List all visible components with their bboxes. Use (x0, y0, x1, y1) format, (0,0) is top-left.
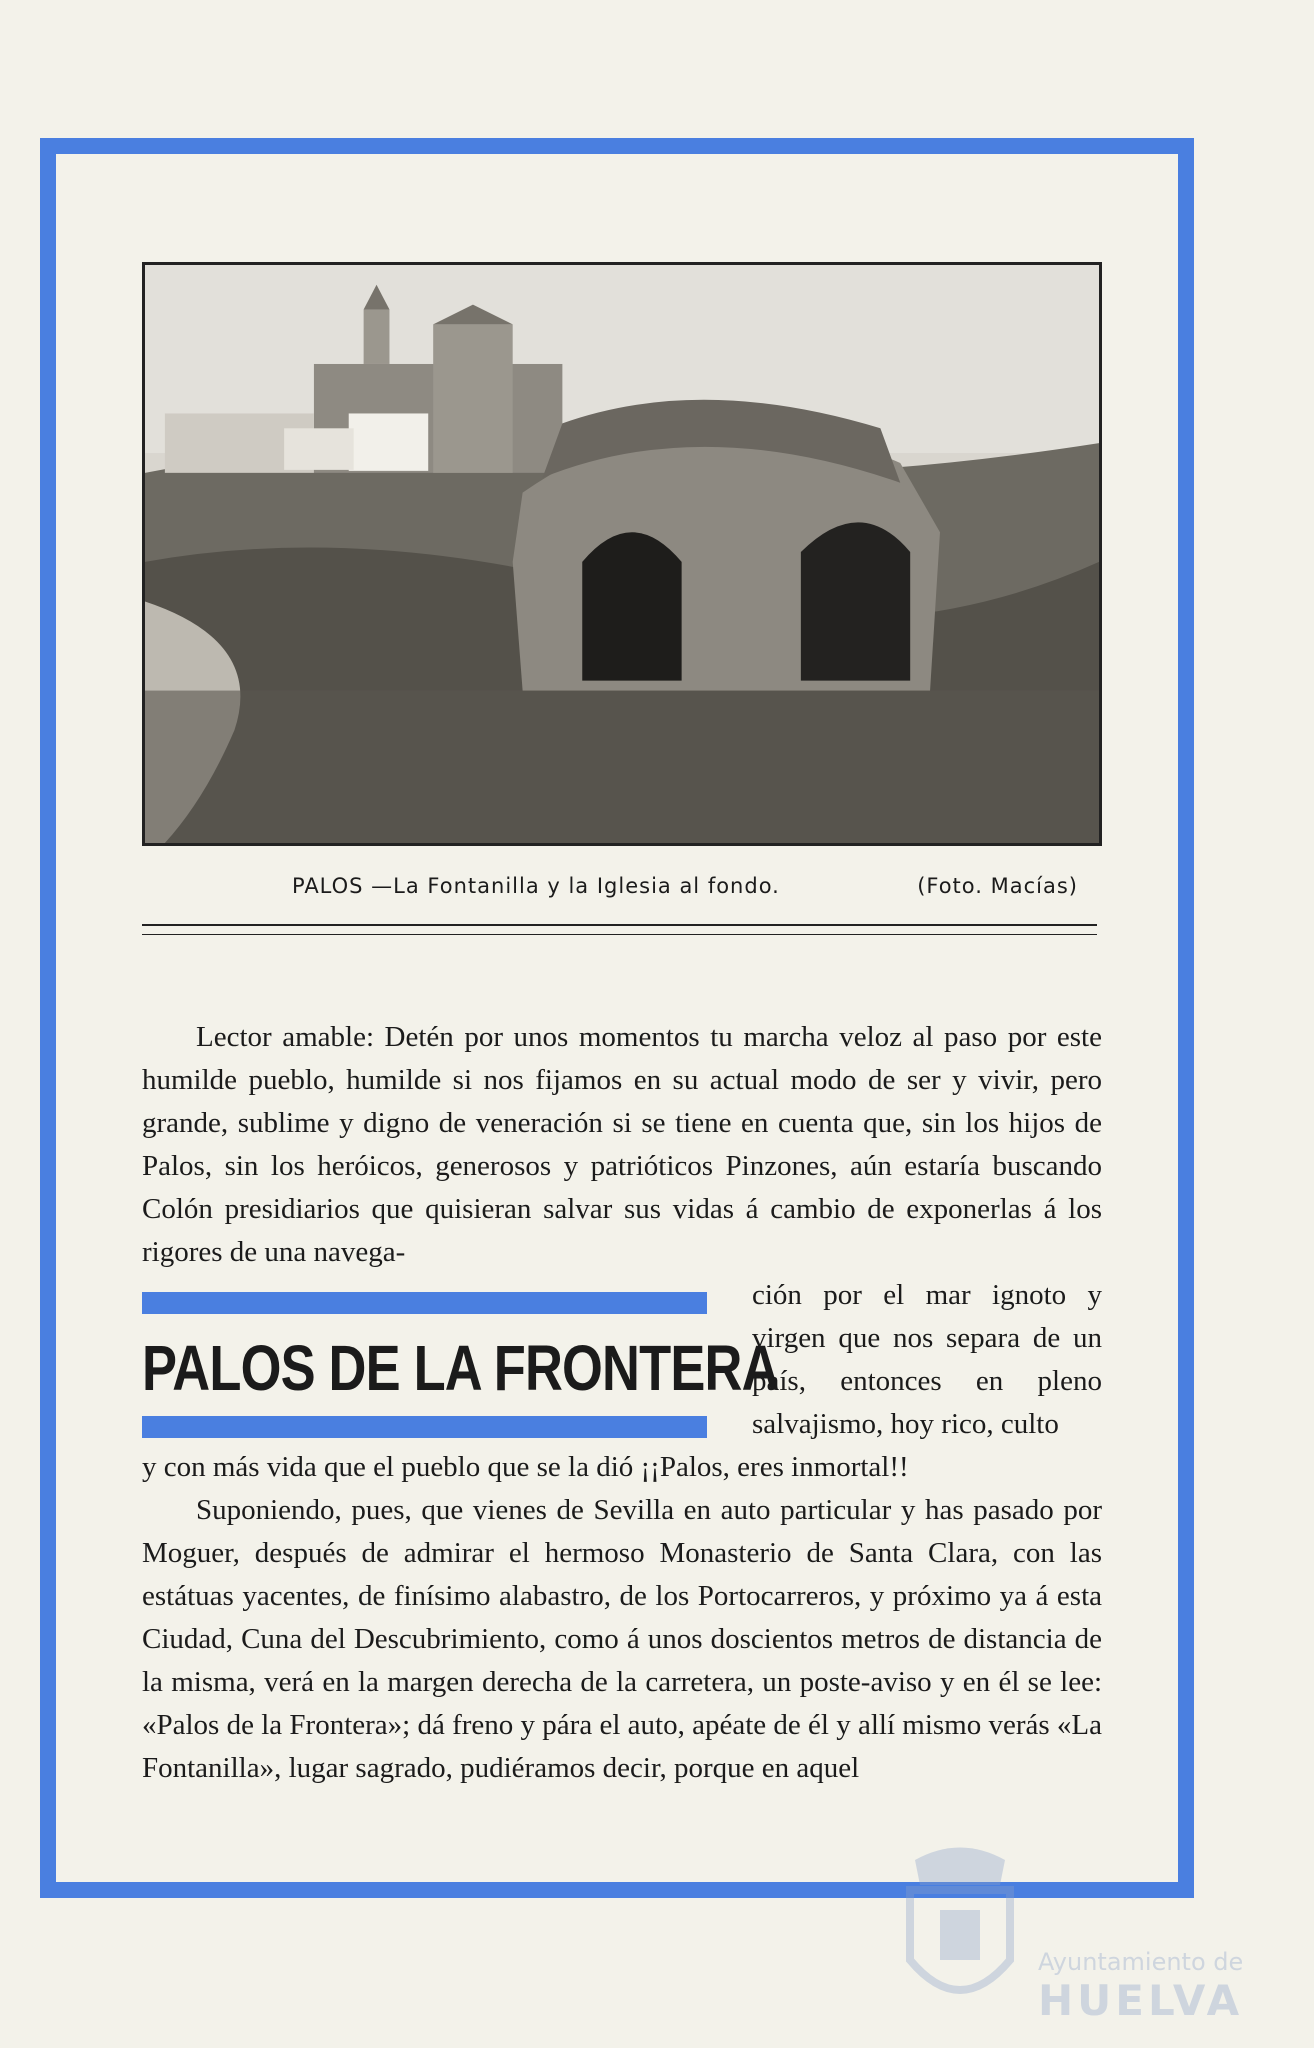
watermark-line-2: HUELVA (1038, 1976, 1244, 2025)
paragraph-2: Suponiendo, pues, que vienes de Sevilla en auto particular y has pasado por Moguer, después de admirar el hermoso Monasterio de Santa Clara, con las estátuas yacentes, de finísimo alabastro, de los Portocarreros, y próximo ya á esta Ciudad, Cuna del Descubrimiento, como á unos doscientos metros de distancia de la misma, verá en la margen derecha de la carretera, un poste-aviso y en él se lee: «Palos de la Frontera»; dá freno y pára el auto, apéate de él y allí mismo verás «La Fontanilla», lugar sagrado, pudiéramos decir, porque en aquel (142, 1494, 1102, 1784)
photo-la-fontanilla (142, 262, 1102, 846)
divider-rule-thin (142, 934, 1097, 935)
watermark-line-1: Ayuntamiento de (1038, 1948, 1244, 1976)
paragraph-1-side: ción por el mar ignoto y virgen que nos separa de un país, entonces en pleno salvajismo, hoy rico, culto (752, 1279, 1102, 1440)
divider-rule (142, 924, 1097, 926)
paragraph-1-end: y con más vida que el pueblo que se la dió ¡¡Palos, eres inmortal!! (142, 1451, 909, 1483)
caption-text: PALOS —La Fontanilla y la Iglesia al fondo. (292, 874, 780, 898)
title-bar-top (142, 1292, 707, 1314)
photo-credit: (Foto. Macías) (917, 874, 1078, 898)
title-bar-bottom (142, 1416, 707, 1438)
paragraph-1-top: Lector amable: Detén por unos momentos tu marcha veloz al paso por este humilde pueblo, humilde si nos fijamos en su actual modo de ser y vivir, pero grande, sublime y digno de veneración si se tiene en cuenta que, sin los hijos de Palos, sin los heróicos, generosos y patrióticos Pinzones, aún estaría buscando Colón presidiarios que quisieran salvar sus vidas á cambio de exponerlas á los rigores de una navega- (142, 1021, 1102, 1268)
article-title: PALOS DE LA FRONTERA (142, 1332, 779, 1404)
watermark-huelva (900, 1840, 1260, 2030)
photo-illustration (145, 265, 1099, 843)
crest-icon (900, 1840, 1020, 2020)
article-title-block (142, 1292, 779, 1442)
photo-caption (142, 870, 1102, 906)
